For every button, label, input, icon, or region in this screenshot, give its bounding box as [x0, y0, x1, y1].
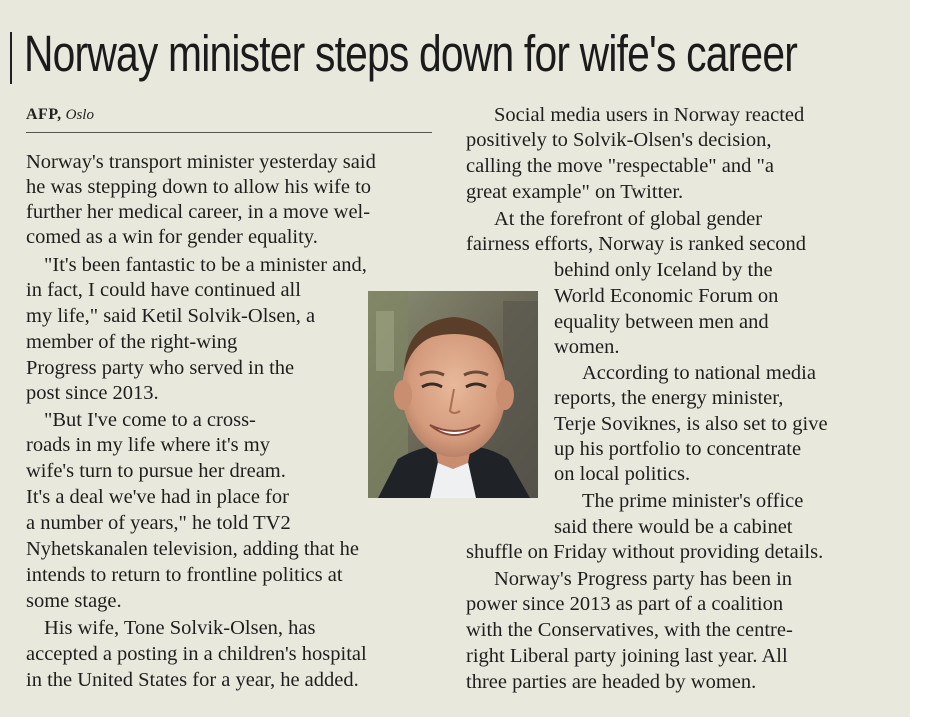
- body-line: "It's been fantastic to be a minister and,: [44, 254, 367, 276]
- body-line: Norway's Progress party has been in: [494, 568, 793, 590]
- body-line: Social media users in Norway reacted: [494, 104, 805, 126]
- body-line: reports, the energy minister,: [554, 387, 784, 409]
- byline-place: Oslo: [65, 107, 94, 123]
- byline-agency: AFP,: [26, 106, 62, 123]
- body-line: World Economic Forum on: [554, 285, 779, 307]
- byline-rule: [26, 132, 432, 133]
- body-line: power since 2013 as part of a coalition: [466, 593, 784, 615]
- minister-photo: [368, 291, 538, 498]
- body-line: some stage.: [26, 590, 122, 612]
- body-line: wife's turn to pursue her dream.: [26, 460, 286, 482]
- body-line: with the Conservatives, with the centre-: [466, 619, 793, 641]
- body-line: women.: [554, 336, 620, 358]
- body-line: roads in my life where it's my: [26, 434, 270, 456]
- body-line: great example" on Twitter.: [466, 181, 684, 203]
- body-line: fairness efforts, Norway is ranked second: [466, 233, 807, 255]
- body-line: up his portfolio to concentrate: [554, 438, 802, 460]
- body-line: intends to return to frontline politics at: [26, 564, 343, 586]
- portrait-image: [368, 291, 538, 498]
- body-line: my life," said Ketil Solvik-Olsen, a: [26, 305, 316, 327]
- body-line: three parties are headed by women.: [466, 671, 757, 693]
- body-line: further her medical career, in a move wel-: [26, 201, 371, 223]
- body-line: Norway's transport minister yesterday said: [26, 151, 376, 173]
- body-line: shuffle on Friday without providing details.: [466, 541, 824, 563]
- body-line: At the forefront of global gender: [494, 208, 763, 230]
- headline-side-rule: [10, 32, 12, 84]
- body-line: comed as a win for gender equality.: [26, 226, 318, 248]
- body-line: The prime minister's office: [582, 490, 804, 512]
- body-line: said there would be a cabinet: [554, 516, 793, 538]
- body-line: on local politics.: [554, 463, 691, 485]
- body-line: It's a deal we've had in place for: [26, 486, 289, 508]
- body-line: "But I've come to a cross-: [44, 409, 256, 431]
- body-line: a number of years," he told TV2: [26, 512, 291, 534]
- body-line: he was stepping down to allow his wife to: [26, 176, 372, 198]
- body-line: calling the move "respectable" and "a: [466, 155, 774, 177]
- body-line: right Liberal party joining last year. All: [466, 645, 788, 667]
- body-line: His wife, Tone Solvik-Olsen, has: [44, 617, 316, 639]
- body-line: accepted a posting in a children's hospital: [26, 643, 367, 665]
- body-line: in fact, I could have continued all: [26, 279, 301, 301]
- body-line: post since 2013.: [26, 382, 159, 404]
- body-line: Progress party who served in the: [26, 357, 295, 379]
- headline: Norway minister steps down for wife's career: [24, 25, 797, 82]
- body-line: Terje Soviknes, is also set to give: [554, 413, 828, 435]
- byline: [26, 106, 94, 124]
- body-line: in the United States for a year, he added.: [26, 669, 359, 691]
- page-margin: [910, 0, 925, 717]
- body-line: Nyhetskanalen television, adding that he: [26, 538, 360, 560]
- body-line: According to national media: [582, 362, 816, 384]
- body-line: equality between men and: [554, 311, 769, 333]
- body-line: positively to Solvik-Olsen's decision,: [466, 129, 772, 151]
- body-line: member of the right-wing: [26, 331, 238, 353]
- body-line: behind only Iceland by the: [554, 259, 773, 281]
